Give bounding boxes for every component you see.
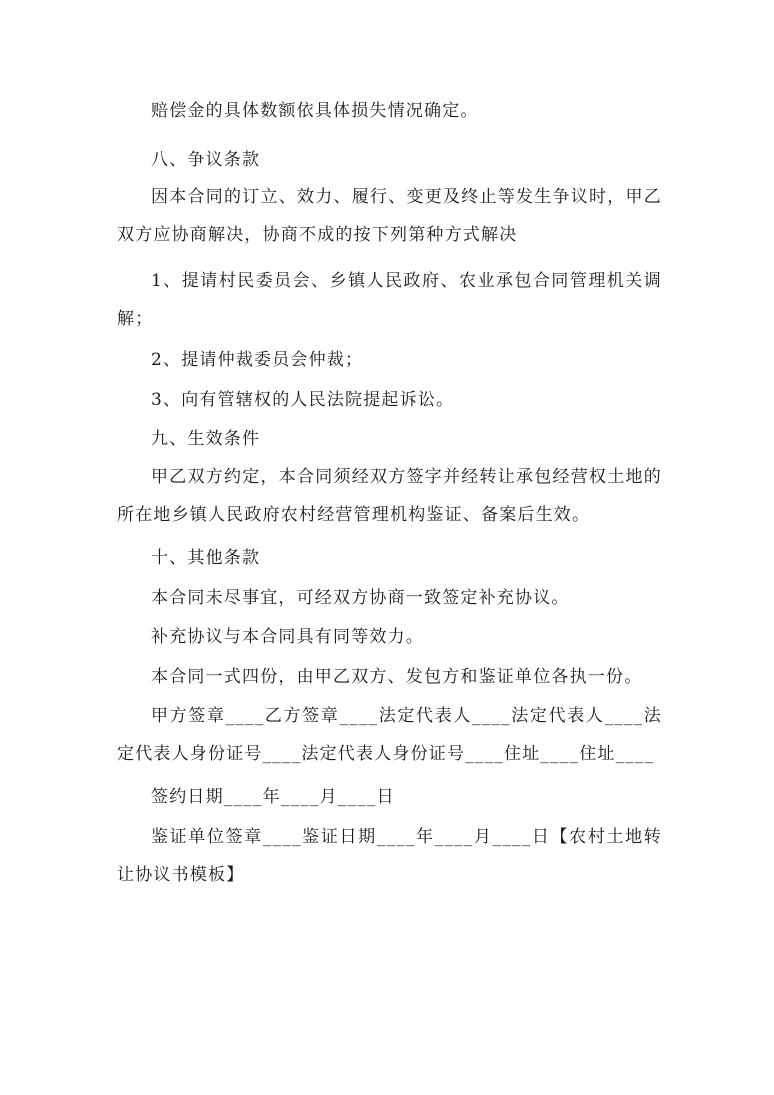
paragraph-dispute-resolution: 因本合同的订立、效力、履行、变更及终止等发生争议时，甲乙双方应协商解决，协商不成的按下列第种方式解决 xyxy=(117,187,662,245)
heading-other-clauses: 十、其他条款 xyxy=(151,548,261,568)
heading-effective-conditions: 九、生效条件 xyxy=(151,429,261,449)
verification-line: 鉴证单位签章____鉴证日期____年____月____日【农村土地转让协议书模板】 xyxy=(117,827,662,885)
paragraph-equal-effect: 补充协议与本合同具有同等效力。 xyxy=(151,627,424,647)
paragraph-copies: 本合同一式四份，由甲乙双方、发包方和鉴证单位各执一份。 xyxy=(151,667,643,687)
list-item-arbitration: 2、提请仲裁委员会仲裁； xyxy=(151,350,364,370)
paragraph-compensation: 赔偿金的具体数额依具体损失情况确定。 xyxy=(151,101,479,121)
signature-block: 甲方签章____乙方签章____法定代表人____法定代表人____法定代表人身份证号____法定代表人身份证号____住址____住址____ xyxy=(117,706,662,764)
signing-date-line: 签约日期____年____月____日 xyxy=(151,787,395,807)
heading-dispute-clause: 八、争议条款 xyxy=(151,150,261,170)
list-item-mediation: 1、提请村民委员会、乡镇人民政府、农业承包合同管理机关调解； xyxy=(117,271,662,329)
paragraph-effective-conditions: 甲乙双方约定，本合同须经双方签字并经转让承包经营权土地的所在地乡镇人民政府农村经营管理机构鉴证、备案后生效。 xyxy=(117,467,662,525)
paragraph-supplementary-agreement: 本合同未尽事宜，可经双方协商一致签定补充协议。 xyxy=(151,588,570,608)
list-item-litigation: 3、向有管辖权的人民法院提起诉讼。 xyxy=(151,390,455,410)
